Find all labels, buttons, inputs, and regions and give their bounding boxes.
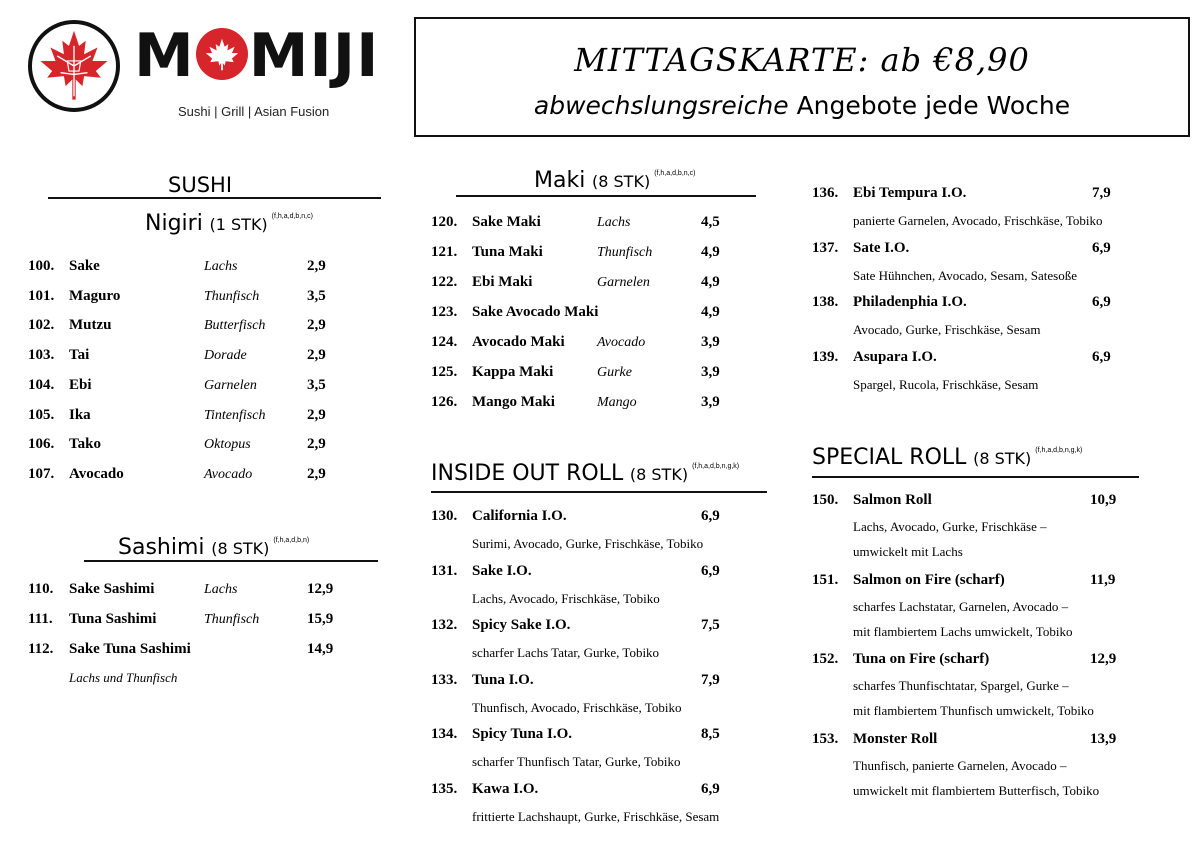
item-description: panierte Garnelen, Avocado, Frischkäse, Tobiko xyxy=(853,213,1103,228)
item-number: 152. xyxy=(812,651,839,667)
item-price: 2,9 xyxy=(307,436,326,453)
item-price: 14,9 xyxy=(307,641,334,657)
item-name: Sake Sashimi xyxy=(69,581,155,597)
item-number: 104. xyxy=(28,376,55,393)
section-nigiri-count: (1 STK) xyxy=(209,215,268,234)
item-name: Kappa Maki xyxy=(472,364,554,380)
item-price: 13,9 xyxy=(1090,730,1117,747)
item-name: Tuna on Fire (scharf) xyxy=(853,651,990,667)
header-title-box xyxy=(414,17,1190,137)
brand-wordmark-right: MIJI xyxy=(248,21,380,91)
section-maki-count: (8 STK) xyxy=(592,172,651,191)
section-sashimi-count: (8 STK) xyxy=(211,539,270,558)
item-name: Tuna Sashimi xyxy=(69,611,157,627)
item-name: Maguro xyxy=(69,287,121,304)
item-name: Kawa I.O. xyxy=(472,780,539,797)
item-price: 2,9 xyxy=(307,258,326,274)
section-sashimi-heading xyxy=(118,535,309,560)
item-price: 7,5 xyxy=(701,617,720,633)
item-name: Ebi Maki xyxy=(472,274,533,290)
item-description: Surimi, Avocado, Gurke, Frischkäse, Tobiko xyxy=(472,536,704,551)
item-price: 6,9 xyxy=(1092,349,1111,366)
item-number: 103. xyxy=(28,347,55,364)
item-translation: Garnelen xyxy=(204,377,257,393)
item-description: scharfer Lachs Tatar, Gurke, Tobiko xyxy=(472,645,660,660)
item-description: Spargel, Rucola, Frischkäse, Sesam xyxy=(853,377,1039,393)
item-name: Sake xyxy=(69,258,100,274)
item-description: mit flambiertem Thunfisch umwickelt, Tobiko xyxy=(853,703,1094,718)
item-price: 3,9 xyxy=(701,334,720,350)
allergen-codes: (f,h,a,d,b,n,g,k) xyxy=(692,463,740,470)
allergen-codes: (f,h,a,d,b,n) xyxy=(273,537,310,544)
item-price: 2,9 xyxy=(307,347,326,364)
item-translation: Thunfisch xyxy=(204,612,260,627)
item-name: Ebi xyxy=(69,376,92,393)
brand-wordmark-left: M xyxy=(134,21,195,91)
item-translation: Avocado xyxy=(597,335,646,350)
item-translation: Butterfisch xyxy=(204,318,266,334)
brand-wordmark xyxy=(134,21,380,91)
item-name: Salmon Roll xyxy=(853,492,932,508)
item-name: Ebi Tempura I.O. xyxy=(853,185,967,201)
item-price: 3,9 xyxy=(701,364,720,380)
item-number: 132. xyxy=(431,617,458,633)
item-number: 135. xyxy=(431,780,458,797)
item-price: 6,9 xyxy=(701,562,720,579)
divider xyxy=(812,476,1139,478)
divider xyxy=(431,491,767,493)
item-description: Thunfisch, Avocado, Frischkäse, Tobiko xyxy=(472,699,682,715)
section-sushi-heading: SUSHI xyxy=(168,173,233,197)
section-special-heading xyxy=(812,445,1082,470)
item-translation: Lachs xyxy=(597,215,631,230)
item-name: Tai xyxy=(69,347,90,364)
item-price: 2,9 xyxy=(307,465,326,482)
section-maki-title: Maki xyxy=(534,168,586,193)
item-number: 136. xyxy=(812,185,839,201)
item-price: 7,9 xyxy=(701,671,720,688)
item-description: scharfes Thunfischtatar, Spargel, Gurke – xyxy=(853,678,1069,693)
item-translation: Lachs xyxy=(204,259,238,274)
item-name: Mutzu xyxy=(69,317,112,334)
item-number: 125. xyxy=(431,364,458,380)
item-price: 4,9 xyxy=(701,244,720,260)
section-inside-out-heading xyxy=(431,461,739,486)
item-name: Sate I.O. xyxy=(853,239,910,256)
item-number: 151. xyxy=(812,571,839,588)
item-translation: Oktopus xyxy=(204,437,251,453)
item-name: Ika xyxy=(69,406,91,423)
item-price: 6,9 xyxy=(1092,239,1111,256)
item-number: 139. xyxy=(812,349,839,366)
brand-tagline: Sushi | Grill | Asian Fusion xyxy=(178,104,330,119)
item-description: Sate Hühnchen, Avocado, Sesam, Satesoße xyxy=(853,267,1077,283)
item-translation: Gurke xyxy=(597,365,632,380)
item-name: Tuna Maki xyxy=(472,244,543,260)
item-price: 7,9 xyxy=(1092,185,1111,201)
item-name: Spicy Tuna I.O. xyxy=(472,726,573,742)
section-inside-out-title: INSIDE OUT ROLL xyxy=(431,461,624,486)
section-maki-heading xyxy=(534,168,695,193)
allergen-codes: (f,h,a,d,b,n,c) xyxy=(654,170,696,177)
item-price: 12,9 xyxy=(1090,651,1117,667)
item-number: 138. xyxy=(812,294,839,311)
item-name: Sake I.O. xyxy=(472,562,532,579)
item-name: Sake Tuna Sashimi xyxy=(69,641,191,657)
item-price: 3,5 xyxy=(307,287,326,304)
item-name: California I.O. xyxy=(472,508,567,524)
item-name: Avocado xyxy=(69,465,124,482)
item-translation: Tintenfisch xyxy=(204,407,266,423)
item-number: 153. xyxy=(812,730,839,747)
item-number: 133. xyxy=(431,671,458,688)
item-description: scharfer Thunfisch Tatar, Gurke, Tobiko xyxy=(472,754,681,769)
item-price: 6,9 xyxy=(1092,294,1111,311)
item-price: 3,5 xyxy=(307,376,326,393)
item-number: 111. xyxy=(28,611,53,627)
item-description: Lachs, Avocado, Gurke, Frischkäse – xyxy=(853,519,1047,534)
item-translation: Garnelen xyxy=(597,275,650,290)
item-translation: Avocado xyxy=(204,466,253,482)
sashimi-note: Lachs und Thunfisch xyxy=(69,670,178,685)
logo-emblem xyxy=(28,20,120,112)
section-sashimi-title: Sashimi xyxy=(118,535,205,560)
maple-leaf-icon xyxy=(32,24,116,108)
item-number: 150. xyxy=(812,492,839,508)
item-price: 3,9 xyxy=(701,394,720,410)
item-number: 101. xyxy=(28,287,55,304)
item-price: 12,9 xyxy=(307,581,334,597)
item-price: 6,9 xyxy=(701,508,720,524)
item-name: Asupara I.O. xyxy=(853,349,937,366)
item-name: Sake Maki xyxy=(472,214,541,230)
item-name: Tuna I.O. xyxy=(472,671,534,688)
item-description: mit flambiertem Lachs umwickelt, Tobiko xyxy=(853,623,1073,639)
item-price: 10,9 xyxy=(1090,492,1117,508)
item-name: Spicy Sake I.O. xyxy=(472,617,571,633)
item-price: 4,9 xyxy=(701,304,720,320)
item-number: 126. xyxy=(431,394,458,410)
item-price: 8,5 xyxy=(701,726,720,742)
item-number: 105. xyxy=(28,406,55,423)
item-description: umwickelt mit flambiertem Butterfisch, Tobiko xyxy=(853,782,1100,798)
section-special-title: SPECIAL ROLL xyxy=(812,445,967,470)
item-description: Thunfisch, panierte Garnelen, Avocado – xyxy=(853,757,1067,773)
section-inside-out-count: (8 STK) xyxy=(629,465,689,484)
item-number: 134. xyxy=(431,726,458,742)
item-number: 120. xyxy=(431,214,458,230)
section-special-count: (8 STK) xyxy=(973,449,1032,468)
allergen-codes: (f,h,a,d,b,n,g,k) xyxy=(1035,447,1083,454)
item-number: 110. xyxy=(28,581,54,597)
item-name: Avocado Maki xyxy=(472,334,565,350)
divider xyxy=(84,560,378,562)
item-number: 106. xyxy=(28,436,55,453)
item-name: Salmon on Fire (scharf) xyxy=(853,571,1005,588)
item-number: 100. xyxy=(28,258,55,274)
item-number: 102. xyxy=(28,317,55,334)
item-price: 11,9 xyxy=(1090,571,1116,588)
item-price: 6,9 xyxy=(701,780,720,797)
item-name: Tako xyxy=(69,436,101,453)
item-translation: Dorade xyxy=(204,348,247,364)
item-name: Sake Avocado Maki xyxy=(472,304,599,320)
section-nigiri-title: Nigiri xyxy=(145,211,203,236)
item-translation: Thunfisch xyxy=(597,245,653,260)
item-translation: Lachs xyxy=(204,582,238,597)
allergen-codes: (f,h,a,d,b,n,c) xyxy=(271,213,313,220)
page-subtitle-rest: Angebote jede Woche xyxy=(788,91,1071,120)
item-number: 123. xyxy=(431,304,458,320)
item-name: Monster Roll xyxy=(853,730,938,747)
item-number: 130. xyxy=(431,508,458,524)
divider xyxy=(48,197,381,199)
item-description: Lachs, Avocado, Frischkäse, Tobiko xyxy=(472,590,660,606)
item-price: 4,9 xyxy=(701,274,720,290)
item-price: 2,9 xyxy=(307,317,326,334)
item-price: 2,9 xyxy=(307,406,326,423)
item-number: 131. xyxy=(431,562,458,579)
item-translation: Mango xyxy=(597,395,637,410)
item-price: 4,5 xyxy=(701,214,720,230)
item-price: 15,9 xyxy=(307,611,334,627)
item-description: Avocado, Gurke, Frischkäse, Sesam xyxy=(853,322,1041,338)
item-number: 137. xyxy=(812,239,839,256)
item-number: 122. xyxy=(431,274,458,290)
page-subtitle-italic: abwechslungsreiche xyxy=(533,91,789,120)
item-number: 121. xyxy=(431,244,458,260)
divider xyxy=(456,195,756,197)
item-translation: Thunfisch xyxy=(204,288,260,304)
item-number: 112. xyxy=(28,641,54,657)
item-name: Mango Maki xyxy=(472,394,555,410)
item-number: 107. xyxy=(28,465,55,482)
page-subtitle xyxy=(416,91,1188,120)
item-description: umwickelt mit Lachs xyxy=(853,544,963,559)
maple-leaf-o-icon xyxy=(196,28,248,80)
item-description: scharfes Lachstatar, Garnelen, Avocado – xyxy=(853,598,1069,614)
item-name: Philadenphia I.O. xyxy=(853,294,967,311)
item-number: 124. xyxy=(431,334,458,350)
section-nigiri-heading xyxy=(145,211,313,236)
page-title: MITTAGSKARTE: ab €8,90 xyxy=(574,41,1030,79)
item-description: frittierte Lachshaupt, Gurke, Frischkäse, Sesam xyxy=(472,808,720,824)
